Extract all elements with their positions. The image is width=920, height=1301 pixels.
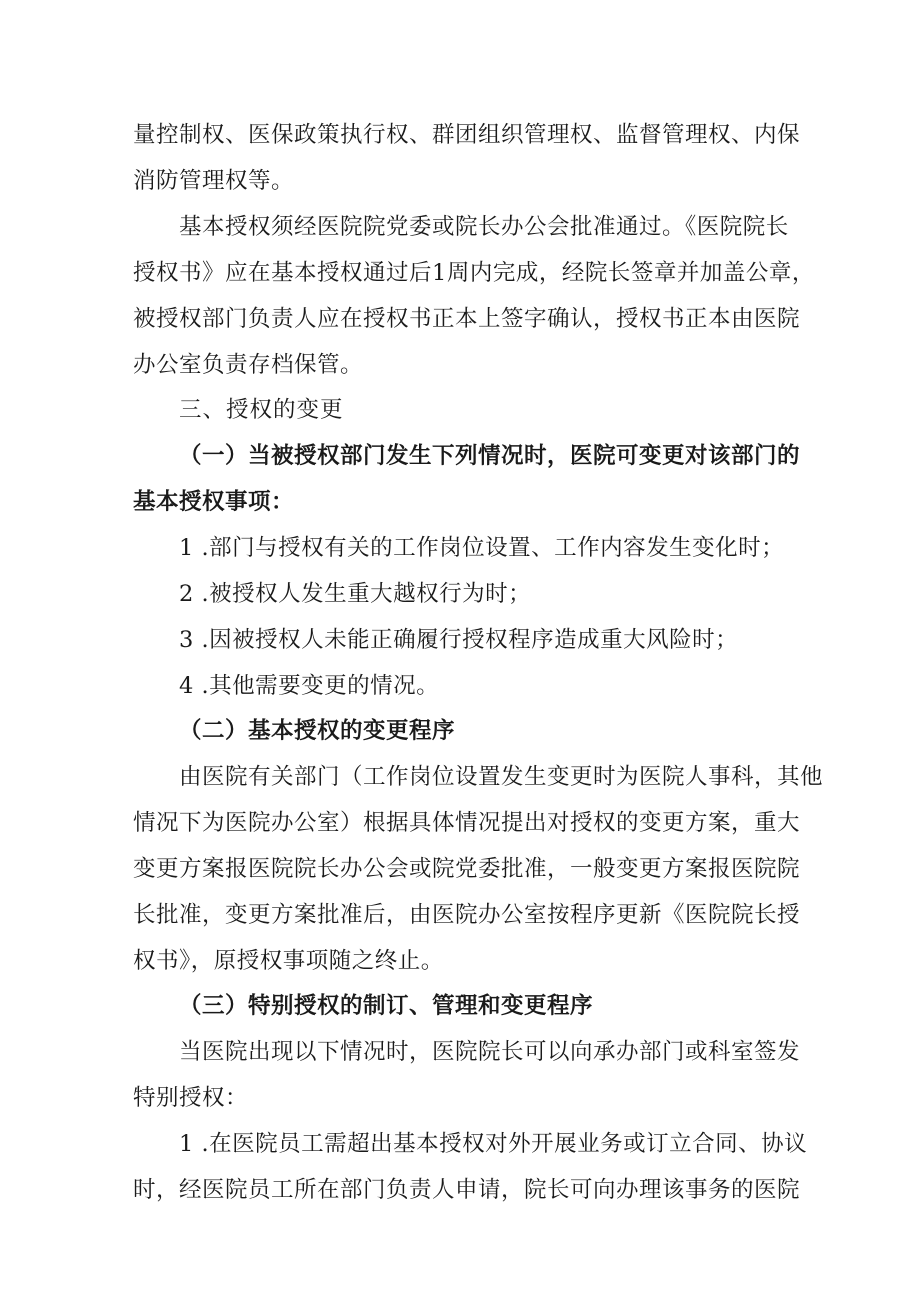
body-line: 权书》，原授权事项随之终止。 (133, 948, 444, 974)
body-line: 时，经医院员工所在部门负责人申请，院长可向办理该事务的医院 (133, 1177, 801, 1203)
subsection-heading: （一）当被授权部门发生下列情况时，医院可变更对该部门的 (179, 443, 801, 469)
body-line: 当医院出现以下情况时，医院院长可以向承办部门或科室签发 (179, 1039, 801, 1065)
list-item: 1 .部门与授权有关的工作岗位设置、工作内容发生变化时； (179, 535, 785, 561)
list-item: 1 .在医院员工需超出基本授权对外开展业务或订立合同、协议 (179, 1131, 808, 1157)
section-heading: 三、授权的变更 (179, 397, 344, 423)
list-item: 3 .因被授权人未能正确履行授权程序造成重大风险时； (179, 627, 739, 653)
body-line: 消防管理权等。 (133, 168, 295, 194)
body-line: 情况下为医院办公室）根据具体情况提出对授权的变更方案，重大 (133, 810, 801, 836)
subsection-heading: 基本授权事项： (133, 489, 295, 515)
body-line: 变更方案报医院院长办公会或院党委批准，一般变更方案报医院院 (133, 856, 801, 882)
subsection-heading: （二）基本授权的变更程序 (179, 718, 456, 744)
body-line: 被授权部门负责人应在授权书正本上签字确认，授权书正本由医院 (133, 306, 801, 332)
body-line: 授权书》应在基本授权通过后1周内完成，经院长签章并加盖公章， (133, 260, 815, 286)
list-item: 2 .被授权人发生重大越权行为时； (179, 581, 532, 607)
body-line: 基本授权须经医院院党委或院长办公会批准通过。《医院院长 (179, 214, 789, 240)
subsection-heading: （三）特别授权的制订、管理和变更程序 (179, 993, 594, 1019)
body-line: 长批准，变更方案批准后，由医院办公室按程序更新《医院院长授 (133, 902, 801, 928)
body-line: 办公室负责存档保管。 (133, 352, 364, 378)
body-line: 特别授权： (133, 1085, 249, 1111)
body-line: 由医院有关部门（工作岗位设置发生变更时为医院人事科，其他 (179, 764, 824, 790)
body-line: 量控制权、医保政策执行权、群团组织管理权、监督管理权、内保 (133, 122, 801, 148)
list-item: 4 .其他需要变更的情况。 (179, 673, 440, 699)
